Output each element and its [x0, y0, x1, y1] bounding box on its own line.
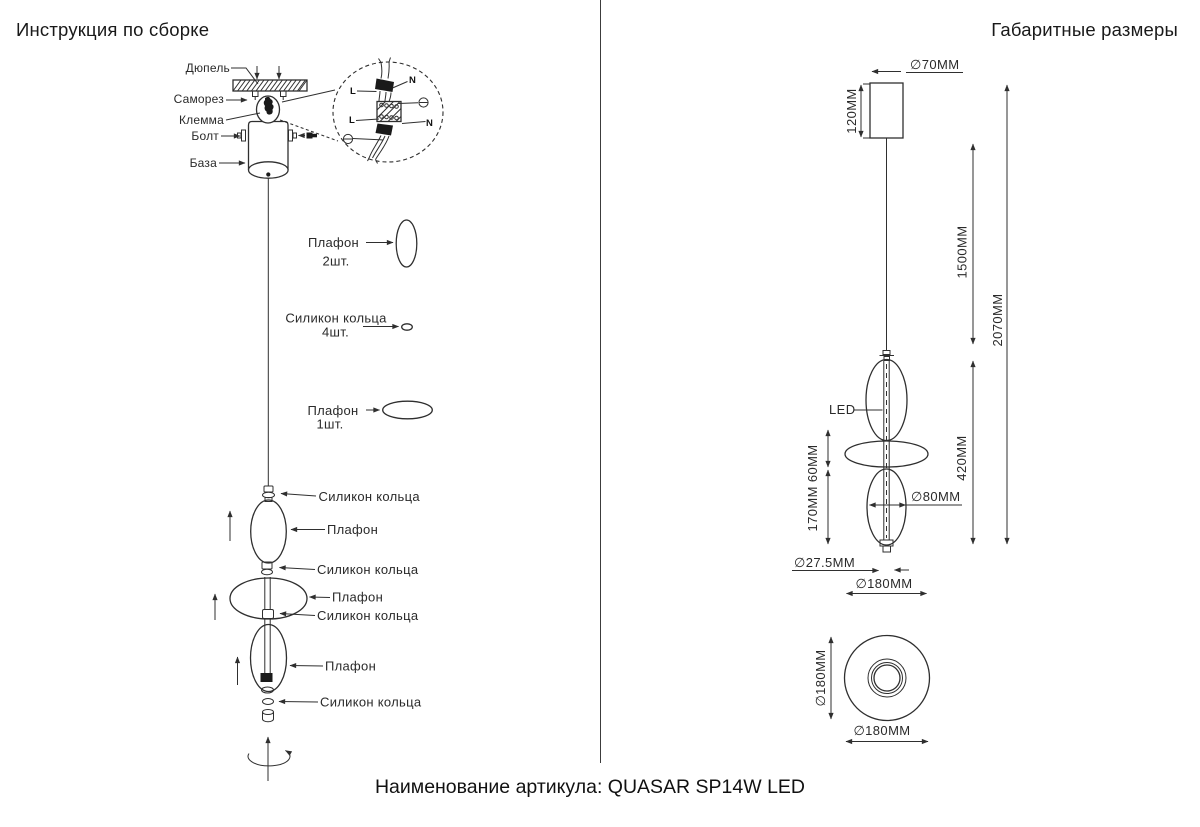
mount-callouts — [174, 61, 260, 170]
dim-bottom-view-horizontal-label: ∅180MM — [853, 723, 911, 738]
part-1-name: Плафон — [307, 235, 360, 250]
part-shade-horizontal — [383, 401, 433, 419]
dim-bottom-view-horizontal — [846, 723, 928, 742]
step-label-1: Плафон — [327, 522, 379, 537]
part-2-name: Силикон кольца — [285, 310, 387, 326]
canopy — [870, 83, 903, 361]
dim-total-height — [990, 85, 1007, 544]
dimensions-title: Габаритные размеры — [991, 19, 1178, 40]
callout-base-label: База — [189, 156, 217, 170]
shade-egg-upper — [251, 500, 287, 563]
callout-clamp-label: Клемма — [178, 113, 224, 127]
callout-bolt-label: Болт — [191, 129, 219, 143]
terminal-block — [377, 102, 401, 122]
dim-cap-diameter-label: ∅27.5MM — [794, 555, 856, 570]
dim-lower-heights — [805, 430, 828, 544]
wire-label-n-bottom: N — [426, 118, 433, 129]
ground-screw-top — [399, 98, 429, 107]
step-label-2: Силикон кольца — [317, 562, 419, 577]
callout-screw-label: Саморез — [173, 92, 224, 106]
assembly-stack — [215, 486, 307, 781]
step-label-0: Силикон кольца — [318, 489, 420, 504]
base-body — [248, 122, 288, 179]
step-label-3: Плафон — [332, 589, 384, 605]
dim-canopy-diameter — [872, 57, 963, 73]
end-cylinder — [263, 710, 274, 722]
dim-disc-diameter-label: ∅180MM — [855, 576, 913, 591]
assembly-title: Инструкция по сборке — [16, 19, 210, 40]
power-wires — [368, 58, 395, 164]
dim-lower-heights-label: 170MM 60MM — [805, 444, 820, 532]
dim-egg-diameter-label: ∅80MM — [911, 489, 961, 504]
wire-label-l-top: L — [350, 86, 356, 97]
dowel-pins — [257, 66, 279, 79]
dim-bottom-view-vertical — [813, 637, 831, 719]
side-bolts — [238, 130, 318, 141]
article-name: Наименование артикула: QUASAR SP14W LED — [374, 776, 806, 798]
dim-canopy-diameter-label: ∅70MM — [910, 57, 960, 72]
led-tube — [884, 361, 889, 540]
step-label-4: Силикон кольца — [317, 608, 419, 623]
dim-lamp-height — [954, 361, 973, 544]
led-callout — [829, 402, 883, 417]
silicone-ring-bottom — [263, 699, 274, 705]
callout-dowel-label: Дюпель — [185, 61, 230, 75]
rotation-arrow — [248, 737, 290, 781]
dim-canopy-height — [844, 84, 870, 138]
pendant-body — [845, 360, 928, 553]
clamp-cover — [257, 96, 280, 123]
part-2-qty: 4шт. — [322, 324, 349, 340]
led-callout-label: LED — [829, 402, 856, 417]
wiring-detail-circle — [280, 58, 443, 164]
parts-list — [285, 220, 432, 432]
dim-bottom-view-vertical-label: ∅180MM — [813, 649, 828, 707]
bottom-view — [845, 636, 930, 721]
part-3-name: Плафон — [307, 403, 359, 418]
part-silicone-ring — [402, 324, 413, 330]
dim-cable-length-label: 1500MM — [954, 225, 970, 279]
dim-disc-diameter — [847, 576, 927, 594]
part-3-qty: 1шт. — [316, 416, 344, 432]
part-1-qty: 2шт. — [322, 253, 350, 269]
dim-canopy-height-label: 120MM — [844, 88, 859, 134]
dim-cap-diameter — [792, 555, 909, 571]
dim-lamp-height-label: 420MM — [954, 435, 969, 481]
step-label-5: Плафон — [325, 658, 377, 674]
dim-cable-length — [955, 144, 974, 344]
silicone-ring-on-rod — [263, 610, 274, 619]
dim-total-height-label: 2070MM — [990, 293, 1005, 347]
cable-connector — [263, 486, 275, 502]
wire-label-l-bottom: L — [349, 115, 355, 126]
part-shade-vertical — [396, 220, 417, 267]
silicone-piece-mid — [262, 562, 273, 575]
step-label-6: Силикон кольца — [320, 694, 422, 710]
ceiling — [233, 80, 307, 91]
bottom-cap — [880, 540, 893, 552]
wire-label-n-top: N — [409, 75, 416, 86]
rod-cap — [261, 673, 273, 682]
